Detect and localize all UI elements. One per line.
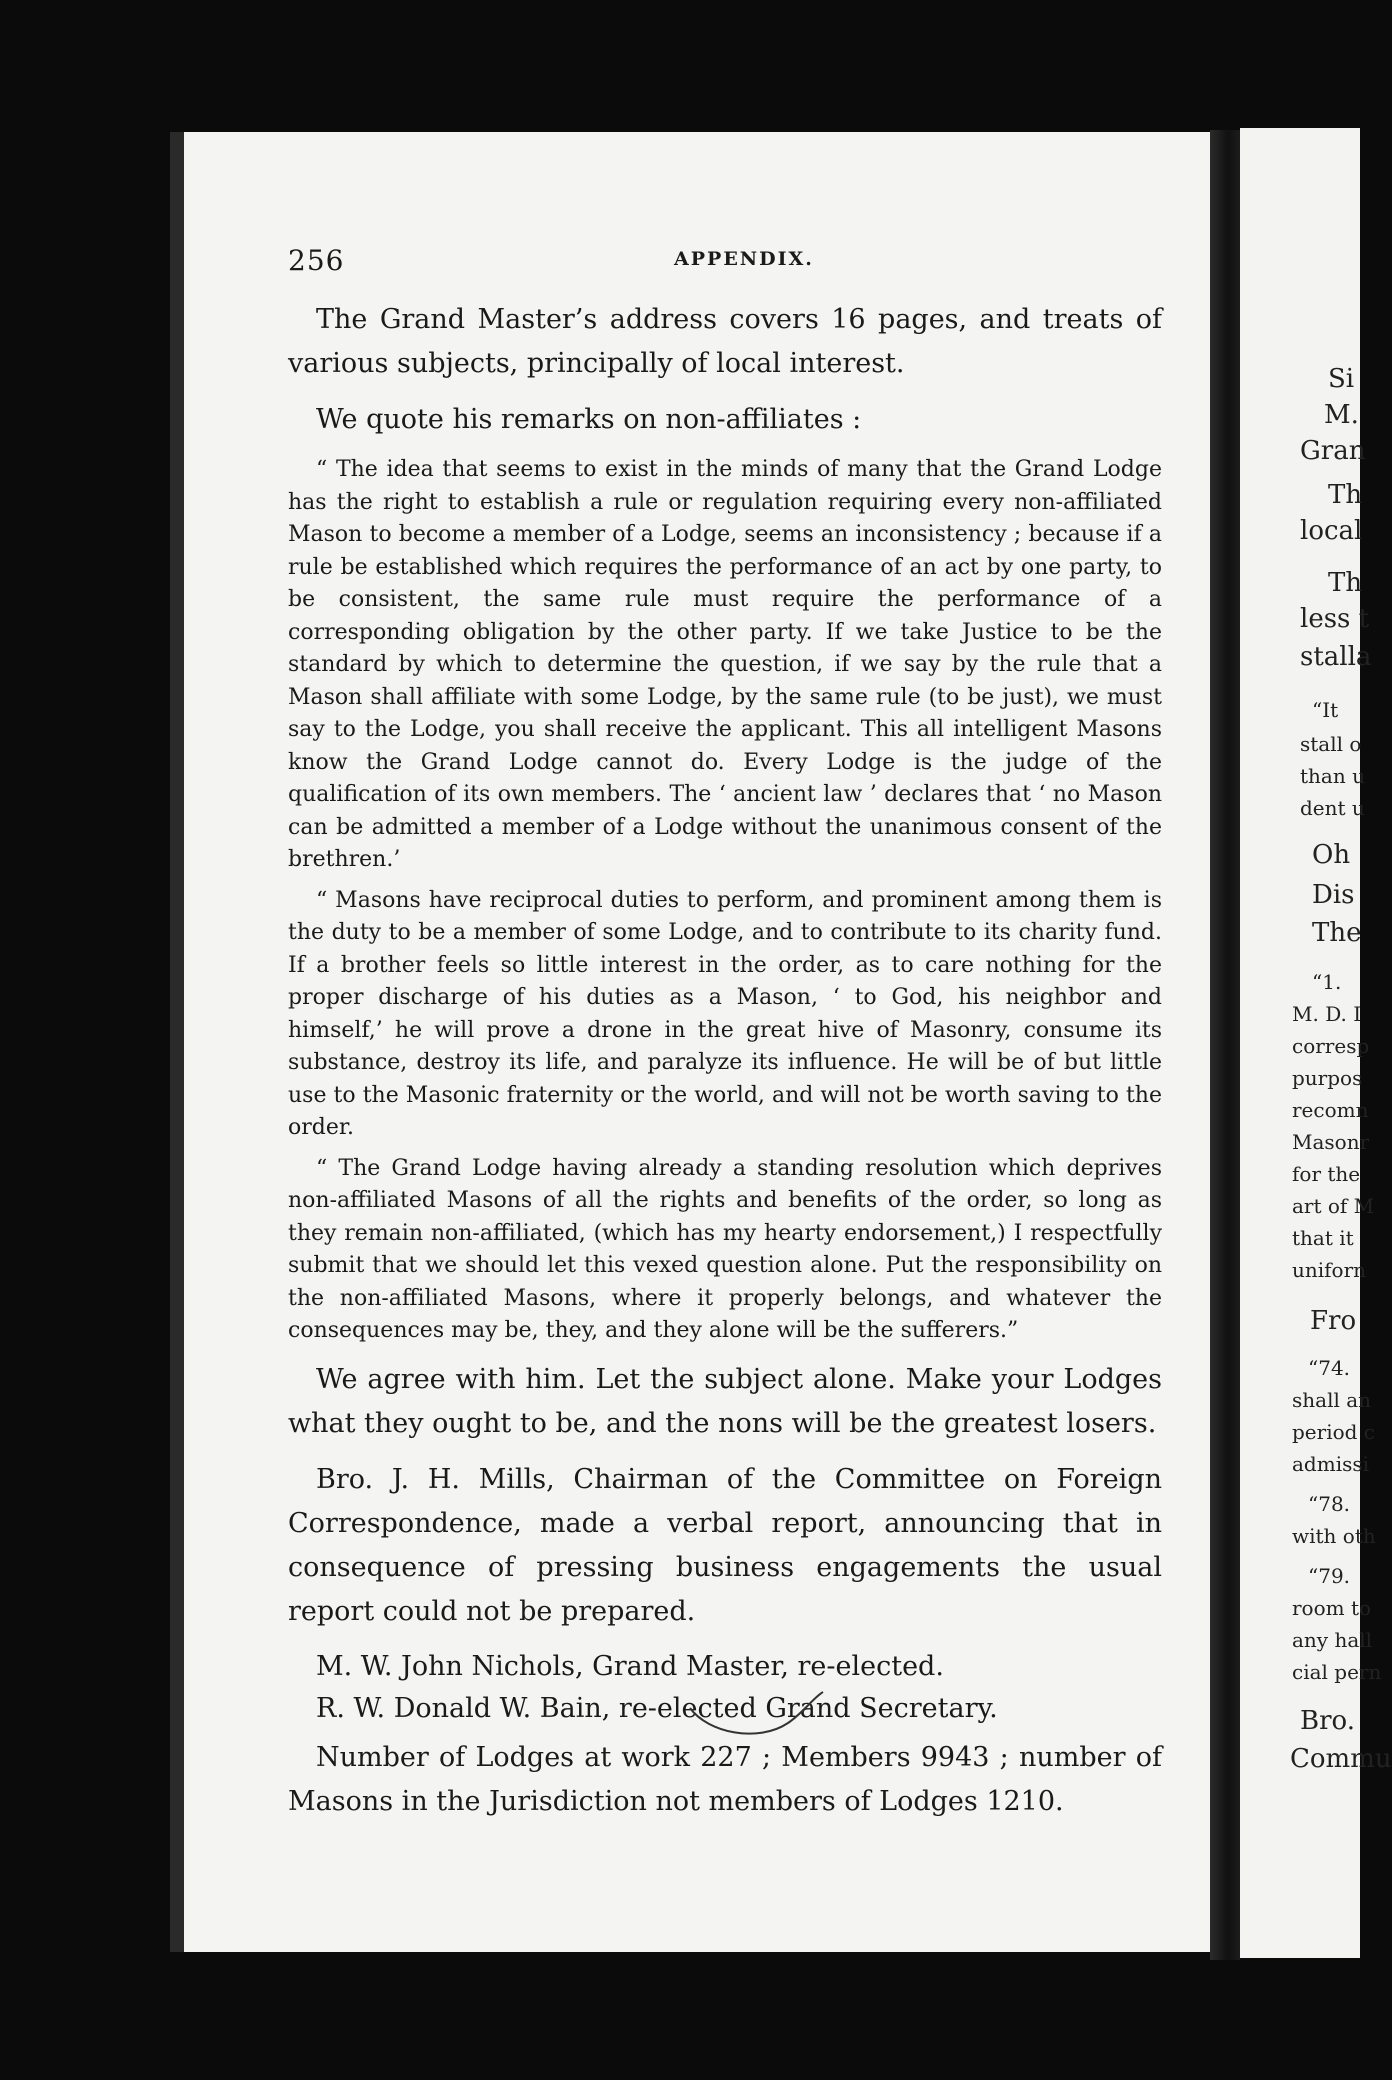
facing-fragment: Th xyxy=(1328,480,1363,510)
facing-fragment: M. D. I xyxy=(1292,1002,1362,1026)
facing-fragment: Gran xyxy=(1300,436,1366,466)
facing-fragment: stall o xyxy=(1300,732,1362,756)
facing-fragment: “It xyxy=(1312,698,1339,722)
facing-fragment: Si xyxy=(1328,364,1355,394)
intro-paragraph: The Grand Master’s address covers 16 pages, and treats of various subjects, principally of local interest. xyxy=(288,304,1162,379)
facing-fragment: local xyxy=(1300,516,1363,546)
facing-fragment: art of M xyxy=(1292,1194,1375,1218)
facing-fragment: less t xyxy=(1300,604,1370,634)
facing-page-column xyxy=(1240,128,1392,1958)
facing-fragment: Commu xyxy=(1290,1744,1392,1774)
officer-line: M. W. John Nichols, Grand Master, re-elected. xyxy=(316,1650,944,1682)
book-gutter xyxy=(1210,130,1240,1960)
facing-fragment: Dis xyxy=(1312,880,1355,910)
facing-fragment: cial pern xyxy=(1292,1660,1382,1684)
facing-fragment: purpos xyxy=(1292,1066,1363,1090)
statistics-paragraph: Number of Lodges at work 227 ; Members 9943 ; number of Masons in the Jurisdiction not members of Lodges 1210. xyxy=(288,1741,1162,1817)
facing-fragment: recomn xyxy=(1292,1098,1369,1122)
intro-paragraph: We quote his remarks on non-affiliates : xyxy=(316,404,862,435)
page-body xyxy=(288,298,1162,1836)
facing-fragment: for the xyxy=(1292,1162,1361,1186)
facing-fragment: Th xyxy=(1328,568,1363,598)
facing-fragment: M. xyxy=(1324,400,1359,430)
facing-fragment: shall an xyxy=(1292,1388,1372,1412)
quoted-paragraph: “ Masons have reciprocal duties to perform, and prominent among them is the duty to be a member of some Lodge, and to contribute to its charity fund. If a brother feels so little interest in the order, as to care nothing for the proper discharge of his duties as a Mason, ‘ to God, his neighbor and himself,’ he will prove a drone in the great hive of Masonry, consume its substance, destroy its life, and paralyze its influence. He will be of but little use to the Masonic fraternity or the world, and will not be worth saving to the order. xyxy=(288,887,1162,1140)
right-page-edge xyxy=(1240,128,1392,1958)
facing-fragment: uniforn xyxy=(1292,1258,1367,1282)
quoted-paragraph: “ The idea that seems to exist in the minds of many that the Grand Lodge has the right to establish a rule or regulation requiring every non-affiliated Mason to become a member of a Lodge, seems an inconsistency ; because if a rule be established which requires the performance of an act by one party, to be consistent, the same rule must require the performance of a corresponding obligation by the other party. If we take Justice to be the standard by which to determine the question, if we say by the rule that a Mason shall affiliate with some Lodge, by the same rule (to be just), we must say to the Lodge, you shall receive the applicant. This all intelligent Masons know the Grand Lodge cannot do. Every Lodge is the judge of the qualification of its own members. The ‘ ancient law ’ declares that ‘ no Mason can be admitted a member of a Lodge without the unanimous consent of the brethren.’ xyxy=(288,457,1162,872)
facing-fragment: “78. xyxy=(1308,1492,1351,1516)
facing-fragment: period c xyxy=(1292,1420,1375,1444)
facing-fragment: The xyxy=(1312,918,1362,948)
facing-fragment: stalla xyxy=(1300,642,1372,672)
facing-fragment: any hall xyxy=(1292,1628,1373,1652)
facing-fragment: than u xyxy=(1300,764,1365,788)
facing-fragment: “79. xyxy=(1308,1564,1351,1588)
commentary-paragraph: We agree with him. Let the subject alone. Make your Lodges what they ought to be, and the nons will be the greatest losers. xyxy=(288,1363,1162,1439)
facing-fragment: that it xyxy=(1292,1226,1354,1250)
facing-fragment: Oh xyxy=(1312,840,1351,870)
facing-fragment: room to xyxy=(1292,1596,1372,1620)
facing-fragment: “74. xyxy=(1308,1356,1351,1380)
facing-fragment: with oth xyxy=(1292,1524,1376,1548)
committee-paragraph: Bro. J. H. Mills, Chairman of the Committee on Foreign Correspondence, made a verbal report, announcing that in consequence of pressing business engagements the usual report could not be prepared. xyxy=(288,1463,1162,1627)
page-number: 256 xyxy=(288,244,345,277)
facing-fragment: “1. xyxy=(1312,970,1342,994)
officer-line: R. W. Donald W. Bain, re-elected Grand Secretary. xyxy=(316,1692,998,1724)
quoted-paragraph: “ The Grand Lodge having already a standing resolution which deprives non-affiliated Masons of all the rights and benefits of the order, so long as they remain non-affiliated, (which has my hearty endorsement,) I respectfully submit that we should let this vexed question alone. Put the responsibility on the non-affiliated Masons, where it properly belongs, and whatever the consequences may be, they, and they alone will be the sufferers.” xyxy=(288,1155,1162,1343)
facing-fragment: Bro. xyxy=(1300,1706,1355,1736)
facing-fragment: Masonr xyxy=(1292,1130,1370,1154)
facing-fragment: admissi xyxy=(1292,1452,1370,1476)
page-header xyxy=(288,244,1158,284)
facing-fragment: Fro xyxy=(1310,1306,1357,1336)
facing-fragment: corresp xyxy=(1292,1034,1370,1058)
pen-stroke-mark xyxy=(688,1688,848,1748)
running-head: APPENDIX. xyxy=(674,248,814,270)
facing-fragment: dent u xyxy=(1300,796,1365,820)
